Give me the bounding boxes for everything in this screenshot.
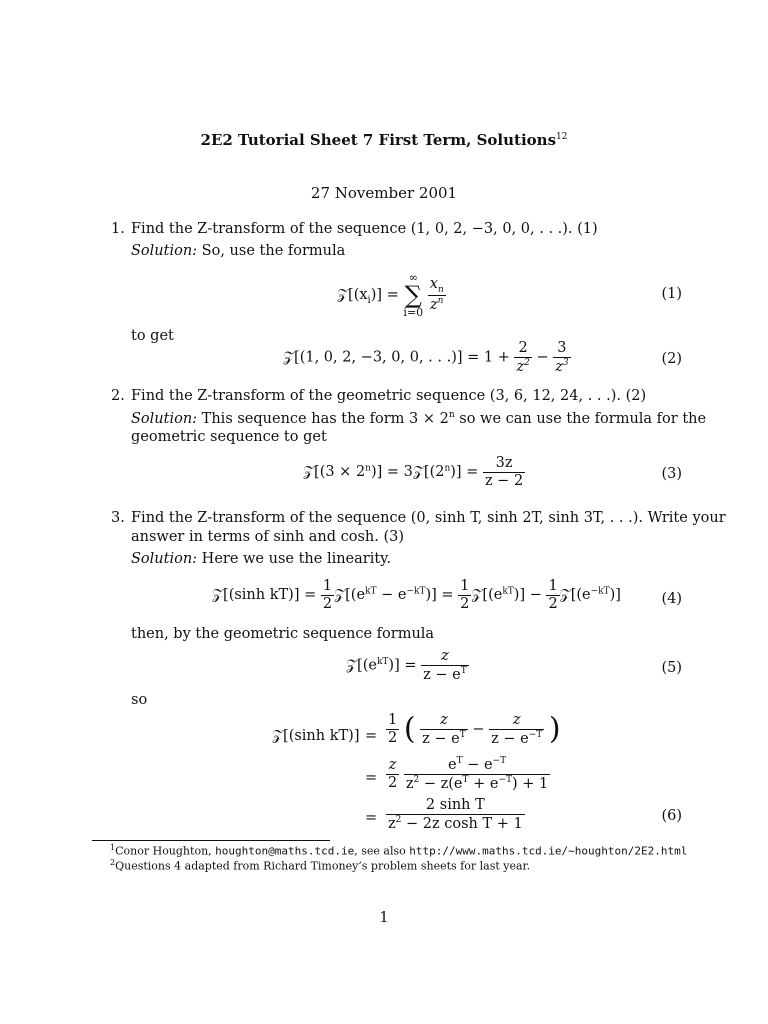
- q1-text: Find the Z-transform of the sequence (1, 0, 2, −3, 0, 0, . . .). (1): [131, 221, 598, 237]
- page-number: 1: [379, 908, 389, 926]
- q3-number: 3.: [111, 510, 125, 526]
- to-get-text: to get: [131, 328, 174, 344]
- document-date: 27 November 2001: [310, 184, 458, 202]
- equation-5-tag: (5): [661, 660, 682, 676]
- summation: ∞ ∑ i=0: [403, 271, 424, 319]
- equation-6-eq-1: =: [365, 728, 378, 744]
- equation-6-eq-3: =: [365, 810, 378, 826]
- equation-3-tag: (3): [661, 466, 682, 482]
- then-text: then, by the geometric sequence formula: [131, 626, 435, 642]
- equation-6-lhs: 𝒵[(sinh kT)]: [272, 728, 360, 744]
- equation-6-eq-2: =: [365, 770, 378, 786]
- equation-1-tag: (1): [661, 286, 682, 302]
- equation-4: 𝒵[(sinh kT)] = $\frac{1}{2}$ $𝒵[(e^{kT} - e^{-kT})]$ = $\frac{1}{2}$ $𝒵[(e^{kT})]$ − $\frac{1}{2}$ $𝒵[(e^{-kT})]$: [212, 578, 621, 612]
- q2-solution-line2: geometric sequence to get: [131, 429, 327, 445]
- q1-number: 1.: [111, 221, 125, 237]
- equation-2-tag: (2): [661, 351, 682, 367]
- document-title: 2E2 Tutorial Sheet 7 First Term, Solutions$^{12}$: [200, 131, 568, 149]
- equation-6-row-1: $\frac{1}{2}$ ( $\frac{z}{z - e^T}$ − $\frac{z}{z - e^{-T}}$ ): [388, 711, 561, 747]
- equation-6-row-2: $\frac{z}{2}$ $\frac{e^T - e^{-T}}{z^2 - z(e^T + e^{-T}) + 1}$: [388, 756, 549, 792]
- q2-number: 2.: [111, 388, 125, 404]
- q3-text-line2: answer in terms of sinh and cosh. (3): [131, 529, 405, 545]
- q3-solution-intro: Solution: Here we use the linearity.: [131, 551, 392, 567]
- so-text: so: [131, 692, 148, 708]
- equation-6-tag: (6): [661, 808, 682, 824]
- equation-2: 𝒵[(1, 0, 2, −3, 0, 0, . . .)] = 1 + $\frac{2}{z^2}$ − $\frac{3}{z^3}$: [283, 340, 569, 375]
- q2-text: Find the Z-transform of the geometric sequence (3, 6, 12, 24, . . .). (2): [131, 388, 647, 404]
- q3-text-line1: Find the Z-transform of the sequence (0, sinh T, sinh 2T, sinh 3T, . . .). Write your: [131, 510, 726, 526]
- equation-4-tag: (4): [661, 591, 682, 607]
- equation-6-row-3: $\frac{\text{2 sinh T}}{z^2 - 2z \cosh T + 1}$: [388, 797, 523, 832]
- equation-1: $𝒵[(x_i)]$ = ∞ ∑ i=0 $\frac{x_n}{z^n}$: [337, 271, 444, 319]
- footnote-email-link[interactable]: houghton@maths.tcd.ie: [215, 844, 355, 858]
- footnote-1: $^1$Conor Houghton, houghton@maths.tcd.ie, see also http://www.maths.tcd.ie/~houghton/2E2.html: [110, 843, 688, 858]
- footnote-2: $^2$Questions 4 adapted from Richard Timoney’s problem sheets for last year.: [110, 858, 531, 873]
- equation-5: $𝒵[(e^{kT})]$ = $\frac{z}{z - e^T}$: [346, 648, 467, 683]
- q2-solution-line1: Solution: This sequence has the form $3 \times 2^n$ so we can use the formula for the: [131, 410, 707, 427]
- footnote-url-link[interactable]: http://www.maths.tcd.ie/~houghton/2E2.html: [409, 844, 688, 858]
- footnote-rule: [92, 840, 330, 841]
- q1-solution-intro: Solution: So, use the formula: [131, 243, 346, 259]
- equation-3: 𝒵[(3 × $2^n$)] = $3𝒵[(2^n)]$ = $\frac{3z}{z - 2}$: [303, 455, 524, 489]
